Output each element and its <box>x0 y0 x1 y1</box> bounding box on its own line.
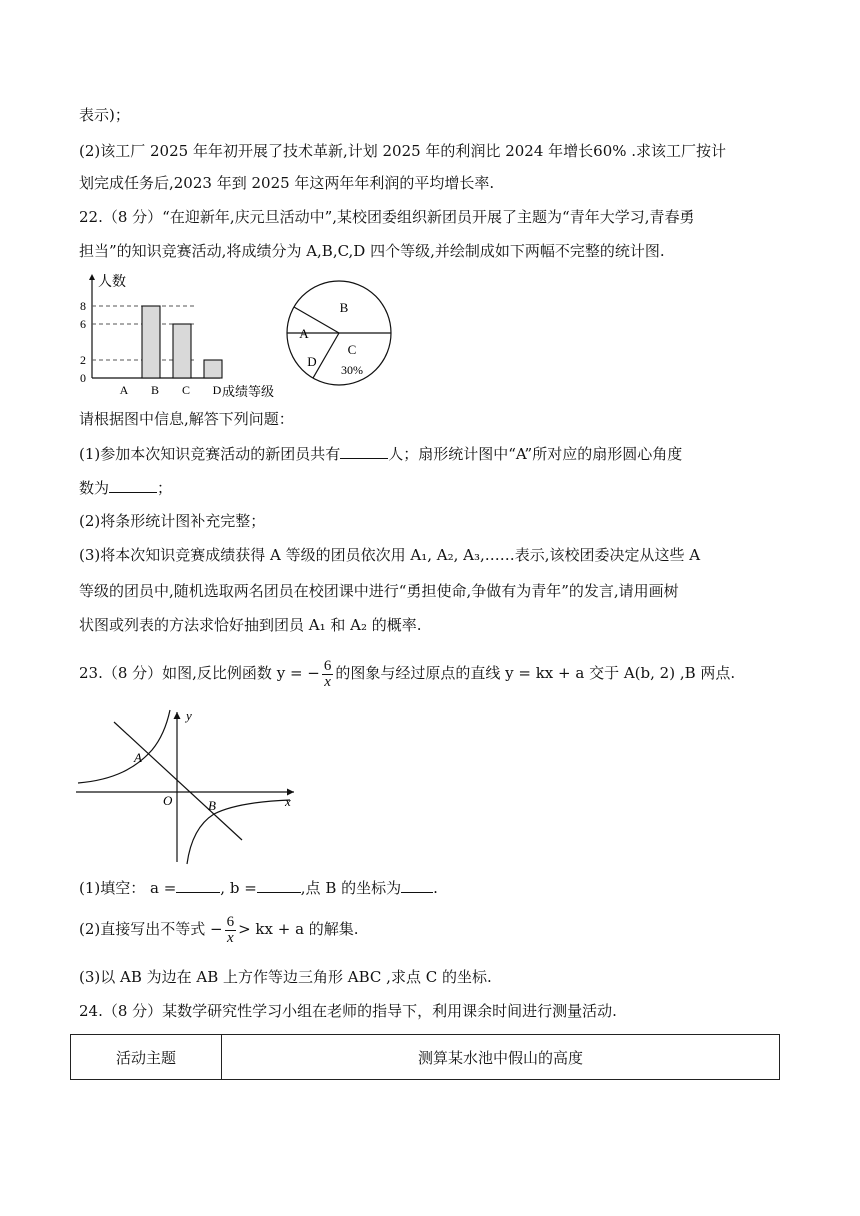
text: 数为 <box>79 479 110 497</box>
text: (1)参加本次知识竞赛活动的新团员共有 <box>79 445 341 463</box>
question-22-stem: 22.（8 分）“在迎新年,庆元旦活动中”,某校团委组织新团员开展了主题为“青年大学习,青春勇 <box>79 208 695 226</box>
y-axis-label: 人数 <box>98 274 126 290</box>
question-23-part2 <box>79 912 359 946</box>
function-graph <box>74 706 306 866</box>
text-line: 划完成任务后,2023 年到 2025 年这两年年利润的平均增长率. <box>79 174 495 192</box>
x-axis-label: 成绩等级 <box>222 385 275 400</box>
question-23-part1 <box>79 876 438 899</box>
text: , b = <box>220 879 257 897</box>
tick-label: 6 <box>80 317 86 331</box>
question-23-stem <box>79 656 735 690</box>
text: 人；扇形统计图中“A”所对应的扇形圆心角度 <box>388 445 683 463</box>
fraction-denominator: x <box>324 673 331 690</box>
text: . <box>433 879 438 897</box>
bar <box>204 360 222 378</box>
table-row <box>71 1035 780 1080</box>
text: > kx + a 的解集. <box>238 920 359 938</box>
slice-label: B <box>339 300 349 315</box>
text: (1)填空： a = <box>79 879 177 897</box>
activity-table <box>70 1034 780 1080</box>
text: 23.（8 分）如图,反比例函数 y = − <box>79 664 320 682</box>
text-line: 表示)； <box>79 106 130 124</box>
tick-label: 0 <box>80 371 86 385</box>
tick-label: 2 <box>80 353 86 367</box>
text: ,点 B 的坐标为 <box>300 879 402 897</box>
y-axis-label: y <box>186 708 192 723</box>
line-through-origin <box>114 722 242 840</box>
question-22-part3: (3)将本次知识竞赛成绩获得 A 等级的团员依次用 A₁, A₂, A₃,……表示,该校团委决定从这些 A <box>79 546 701 564</box>
fraction <box>322 659 334 690</box>
origin-label: O <box>163 793 173 808</box>
slice-percent-label: 30% <box>341 363 363 377</box>
fraction-denominator: x <box>227 929 234 946</box>
category-label: D <box>212 383 222 397</box>
x-axis-label: x <box>285 794 291 809</box>
answer-blank[interactable] <box>257 876 301 893</box>
slice-label: A <box>299 326 309 341</box>
answer-blank[interactable] <box>340 442 388 459</box>
question-22-part1-cont <box>79 476 172 499</box>
text: ； <box>157 479 173 497</box>
answer-blank[interactable] <box>176 876 220 893</box>
slice-label: C <box>347 342 357 357</box>
text: (2)直接写出不等式 − <box>79 920 223 938</box>
question-22-stem: 担当”的知识竞赛活动,将成绩分为 A,B,C,D 四个等级,并绘制成如下两幅不完整的统计图. <box>79 242 665 260</box>
answer-blank[interactable] <box>401 876 433 893</box>
tick-label: 8 <box>80 299 86 313</box>
hyperbola-branch-right <box>187 800 290 864</box>
slice-boundary <box>313 333 339 378</box>
hyperbola-branch-left <box>78 710 170 783</box>
fraction-numerator: 6 <box>226 913 235 930</box>
bar <box>173 324 191 378</box>
bar <box>142 306 160 378</box>
question-22-part1 <box>79 442 682 465</box>
slice-label: D <box>307 354 317 369</box>
pie-chart <box>282 276 396 390</box>
text: 的图象与经过原点的直线 y = kx + a 交于 A(b, 2) ,B 两点. <box>335 664 736 682</box>
point-a-label: A <box>134 750 142 765</box>
question-22-part3: 等级的团员中,随机选取两名团员在校团课中进行“勇担使命,争做有为青年”的发言,请用画树 <box>79 582 679 600</box>
category-label: C <box>181 383 191 397</box>
table-cell-value: 测算某水池中假山的高度 <box>222 1035 780 1080</box>
text-line: (2)该工厂 2025 年年初开展了技术革新,计划 2025 年的利润比 2024 年增长60% .求该工厂按计 <box>79 142 727 160</box>
question-22-part3: 状图或列表的方法求恰好抽到团员 A₁ 和 A₂ 的概率. <box>79 616 422 634</box>
table-cell-label: 活动主题 <box>71 1035 222 1080</box>
question-22-part2: (2)将条形统计图补充完整； <box>79 512 266 530</box>
answer-blank[interactable] <box>109 476 157 493</box>
fraction <box>225 915 237 946</box>
bar-chart <box>72 270 292 402</box>
question-22-prompt: 请根据图中信息,解答下列问题： <box>79 410 294 428</box>
fraction-numerator: 6 <box>323 657 332 674</box>
category-label: B <box>150 383 160 397</box>
category-label: A <box>119 383 129 397</box>
y-axis-arrow <box>89 274 95 280</box>
question-23-part3: (3)以 AB 为边在 AB 上方作等边三角形 ABC ,求点 C 的坐标. <box>79 968 492 986</box>
point-b-label: B <box>208 798 216 813</box>
question-24-stem: 24.（8 分）某数学研究性学习小组在老师的指导下，利用课余时间进行测量活动. <box>79 1002 617 1020</box>
